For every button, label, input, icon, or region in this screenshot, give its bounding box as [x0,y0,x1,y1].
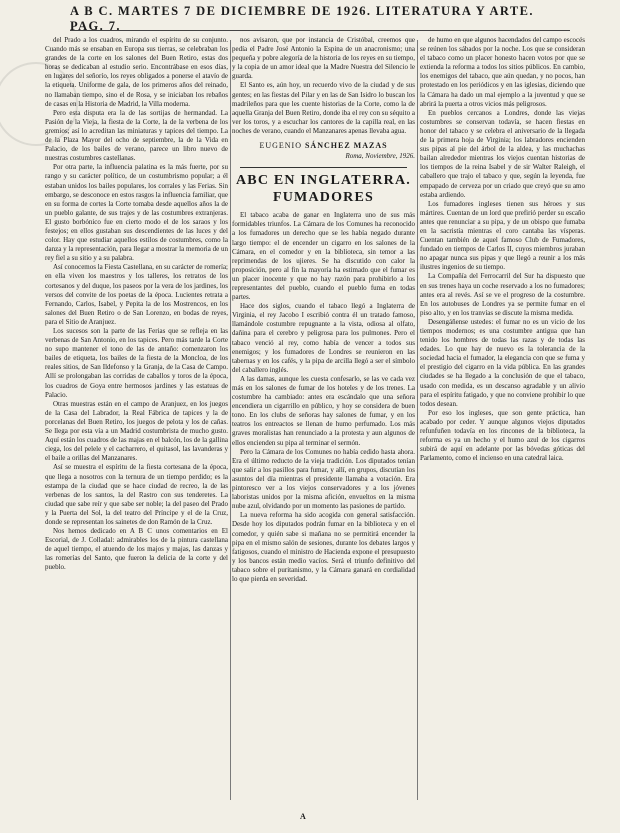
signature-name: SÁNCHEZ MAZAS [304,141,388,151]
paragraph: A las damas, aunque les cuesta confesarlo, se las ve cada vez más en los salones de fumar de los hoteles y de los trenes. La costumbre ha cambiado: antes era escándalo que una señora encendiera un cigarrillo en público, y hoy se considera de buen tono. En los clubs de señoras hay salones de fumar, y en los teatros los entreactos se llenan de humo perfumado. Los más graves moralistas han renunciado a la protesta y aun algunos de ellos encienden su pipa al terminar el sermón. [232,374,415,447]
paragraph: La Compañía del Ferrocarril del Sur ha dispuesto que en sus trenes haya un coche reservado a los no fumadores; antes era al revés. Así se ve el progreso de la costumbre. En los autobuses de Londres ya se permite fumar en el piso alto, y en los tranvías se discute la misma medida. [420,272,585,317]
paragraph: del Prado a los cuadros, mirando el espíritu de su conjunto. Cuando más se ensaban en Europa sus tierras, se celebraban los grandes de la corte en los salones del Buen Retiro, estas dos horas se dedicaban al estudio serio. Encontrábase en esos días, en lugares del señorío, los reyes obligados a ponerse el atavío de la etiqueta. Uniforme de gala, de los primeros años del reinado, no llamaban tiempo, sino el de Rosa, y se iniciaban los rebaños de casas en la Historia de Madrid, la Villa moderna. [45,36,228,108]
paragraph: Por eso los ingleses, que son gente práctica, han acabado por ceder. Y aunque algunos viejos diputados refunfuñen todavía en los rincones de la biblioteca, la reforma es ya un hecho y el humo azul de los cigarros subirá de aquí en adelante por las bóvedas góticas del Parlamento, como el incienso en una catedral laica. [420,408,585,463]
paragraph: de humo en que algunos hacendados del campo escocés se reúnen los sábados por la noche. Los que se consideran el tabaco como un placer honesto hacen votos por que se extienda la reforma a todos los sitios públicos. En cambio, los enemigos del tabaco, que aún quedan, y no pocos, han protestado en los periódicos y en las iglesias, diciendo que la Cámara ha dado un mal ejemplo a la juventud y que se abrirá la puerta a otros vicios más peligrosos. [420,36,585,108]
paragraph: El tabaco acaba de ganar en Inglaterra uno de sus más formidables triunfos. La Cámara de los Comunes ha reconocido a los fumadores un derecho que se les había negado durante largo tiempo: el de encender un cigarro en los salones de la Cámara, en el comedor y en la biblioteca, sin temor a las reprimendas de los ujieres. Se ha discutido con calor la proposición, pero al fin la mayoría ha estimado que el fumar es un placer inocente y que no hay razón para prohibirlo a los representantes del pueblo, cuando el pueblo fuma en todas partes. [232,211,415,302]
paragraph: Otras muestras están en el campo de Aranjuez, en los juegos de la Casa del Labrador, la Real Fábrica de tapices y la de porcelanas del Buen Retiro, los juegos de pelota y los de cañas. Se llega por esta vía a un Madrid costumbrista de mucho gusto. Aquí están los cuadros de las majas en el balcón, los de la gallina ciega, los del pelele y el cacharrero, el quitasol, las lavanderas y el baile a orillas del Manzanares. [45,399,228,463]
place-date: Roma, Noviembre, 1926. [345,152,415,161]
header-text: A B C. MARTES 7 DE DICIEMBRE DE 1926. LITERATURA Y ARTE. PAG. 7. [70,4,534,33]
column-divider-2 [417,40,418,800]
paragraph: Pero la Cámara de los Comunes no había cedido hasta ahora. Era el último reducto de la vieja tradición. Los diputados tenían que salir a los pasillos para fumar, y allí, en grupos, discutían los asuntos del día mientras el presidente llamaba a votación. Era pintoresco ver a los viejos conservadores y a los jóvenes laboristas unidos por la misma afición, envueltos en la misma nube azul, olvidando por un momento las pasiones de partido. [232,447,415,511]
column-3 [420,36,585,804]
paragraph: La nueva reforma ha sido acogida con general satisfacción. Desde hoy los diputados podrán fumar en la biblioteca y en el comedor, y quién sabe si mañana no se permitirá encender la pipa en el mismo salón de sesiones, durante los debates largos y fatigosos, cuando el ministro de Hacienda expone el presupuesto y los bancos están medio vacíos. Será el triunfo definitivo del tabaco sobre el puritanismo, y la Cámara ganará en cordialidad lo que pierda en severidad. [232,511,415,583]
paragraph: Así se muestra el espíritu de la fiesta cortesana de la época, que llega a nosotros con la ternura de un tiempo perdido; es la estampa de la ciudad que se hace ciudad de recreo, la de las verbenas de los santos, la del Rastro con sus tenderetes. La ciudad que sabe reír y que sabe ser noble; la del paseo del Prado y la Puerta del Sol, la del teatro del Príncipe y el de la Cruz, donde se representan los sainetes de don Ramón de la Cruz. [45,463,228,526]
article-headline: ABC EN INGLATERRA. FUMADORES [236,173,411,206]
paragraph: nos avisaron, que por instancia de Cristóbal, creemos que pedía el Padre José Antonio la Espina de un anacronismo; una pequeña y pobre alegoría de la historia de los reyes en su tiempo, y la copia de un amor ideal que la Madre Nuestra del Silencio le guarda. [232,36,415,81]
column-2 [232,36,415,804]
page-header [70,4,570,33]
column-divider-1 [230,40,231,800]
page-folio-mark: A [300,812,306,821]
paragraph: Desengáñense ustedes: el fumar no es un vicio de los tiempos modernos; es una costumbre antigua que han tenido los hombres de todas las razas y de todas las edades. Lo que hay de nuevo es la tolerancia de la sociedad hacia el fumador, la elegancia con que se fuma y el prestigio del cigarro en la vida pública. En las grandes ciudades se ha llegado a la conclusión de que el tabaco, usado con medida, es un descanso agradable y un alivio para el espíritu fatigado, y que no conviene prohibir lo que todos desean. [420,317,585,408]
column-1 [45,36,228,804]
paragraph: Nos hemos dedicado en A B C unos comentarios en El Escorial, de J. Colladal: admirables los de la pintura castellana de aquel tiempo, el atuendo de los majos y majas, las danzas y las romerías del Santo, que fueron la delicia de la corte y del pueblo. [45,527,228,572]
paragraph: Hace dos siglos, cuando el tabaco llegó a Inglaterra de Virginia, el rey Jacobo I escribió contra él un tratado famoso, llamándole costumbre repugnante a la vista, odiosa al olfato, dañina para el cerebro y peligrosa para los pulmones. Pero el tabaco venció al rey, como había de vencer a todos sus enemigos; y los fumadores de Londres se reunieron en las tabernas y en los cafés, y la pipa de arcilla llegó a ser el símbolo del caballero inglés. [232,302,415,374]
signature-prefix: EUGENIO [259,141,302,151]
paragraph: Pero esta disputa era la de las sortijas de hermandad. La Pasión de la Vieja, la fiesta de la Corte, la de la verbena de los gremios; así lo acreditan las miniaturas y tapices del tiempo. La de la Plaza Mayor del ocho de septiembre, la de la Vida en Palacio, de los bailes de verano, parece un libro nuevo de nuestras costumbres castellanas. [45,108,228,163]
paragraph: En pueblos cercanos a Londres, donde las viejas costumbres se conservan todavía, se hacen fiestas en honor del tabaco y se celebra el aniversario de la llegada de la primera hoja de Virginia; los labradores encienden sus pipas al pie del árbol de la aldea, y las muchachas bailan alrededor mientras los viejos cuentan historias de los tiempos de la reina Isabel y de sir Walter Raleigh, el caballero que trajo el tabaco y que, según la leyenda, fue empapado de cerveza por un criado que creyó que su amo estaba ardiendo. [420,108,585,199]
paragraph: Así conocemos la Fiesta Castellana, en su carácter de romería; en ella viven los maestros y los talleres, los retratos de los cortesanos y del duque, los paseos por la vera de los jardines, los versos del convite de los poetas de la época. Lucientes retrata a Fernando, Carlos, Isabel, y Pepita la de los Mostrencos, en los salones del Buen Retiro o de San Lorenzo, en bodas de reyes, para el Sitio de Aranjuez. [45,263,228,326]
author-signature [232,141,415,150]
paragraph: Los fumadores ingleses tienen sus héroes y sus mártires. Cuentan de un lord que prefirió perder su escaño antes que renunciar a su pipa, y de un obispo que fumaba en la sacristía mientras el coro cantaba las vísperas. Cuentan también de aquel famoso Club de Fumadores, fundado en tiempos de Carlos II, cuyos miembros juraban no apagar nunca sus pipas y que llegó a reunir a los más ilustres ingenios de su tiempo. [420,199,585,272]
paragraph: Los sucesos son la parte de las Ferias que se refleja en las verbenas de San Antonio, en los tapices. Pero más tarde la Corte no supo mantener el tono de las de antaño: comenzaron los bailes de etiqueta, los bailes de la fiesta de la Moncloa, de los reales sitios, de San Ildefonso y la Granja, de la Casa de Campo. Allí se prolongaban las corridas de caballos y toros de la época, los cuadros de Goya entre hermosos jardines y las estatuas de Palacio. [45,327,228,399]
paragraph: El Santo es, aún hoy, un recuerdo vivo de la ciudad y de sus gentes; en las fiestas del Pilar y en las de San Isidro lo buscan los madrileños para que les cuente historias de la Corte, como la de aquella Granja del Buen Retiro, donde iba el rey con su séquito a ver los toros, y a escuchar los cantores de la capilla real, en las noches de verano, cuando el Manzanares apenas llevaba agua. [232,81,415,135]
paragraph: Por otra parte, la influencia palatina es la más fuerte, por su rango y su carácter político, de un costumbrismo popular; a él estaban unidos los bailes populares, los corrales y las Ferias. Sin embargo, se desconoce en estos rasgos la influencia familiar, que en su forma de cortes la Corte tomaba desde aquellos años la de un pueblo galante, de sus trajes y de las costumbres extranjeras. El gusto borbónico fue en cierto modo el de los saraos y los festejos; en ellos gustaban sus descendientes de las luces y del color. Hay que estudiar aquellos estilos de costumbres, como la danza y la representación, para llegar a mostrar la memoria de un rey fiel a su sitio y a su palabra. [45,163,228,263]
section-divider [240,167,407,168]
article-body [232,211,415,584]
